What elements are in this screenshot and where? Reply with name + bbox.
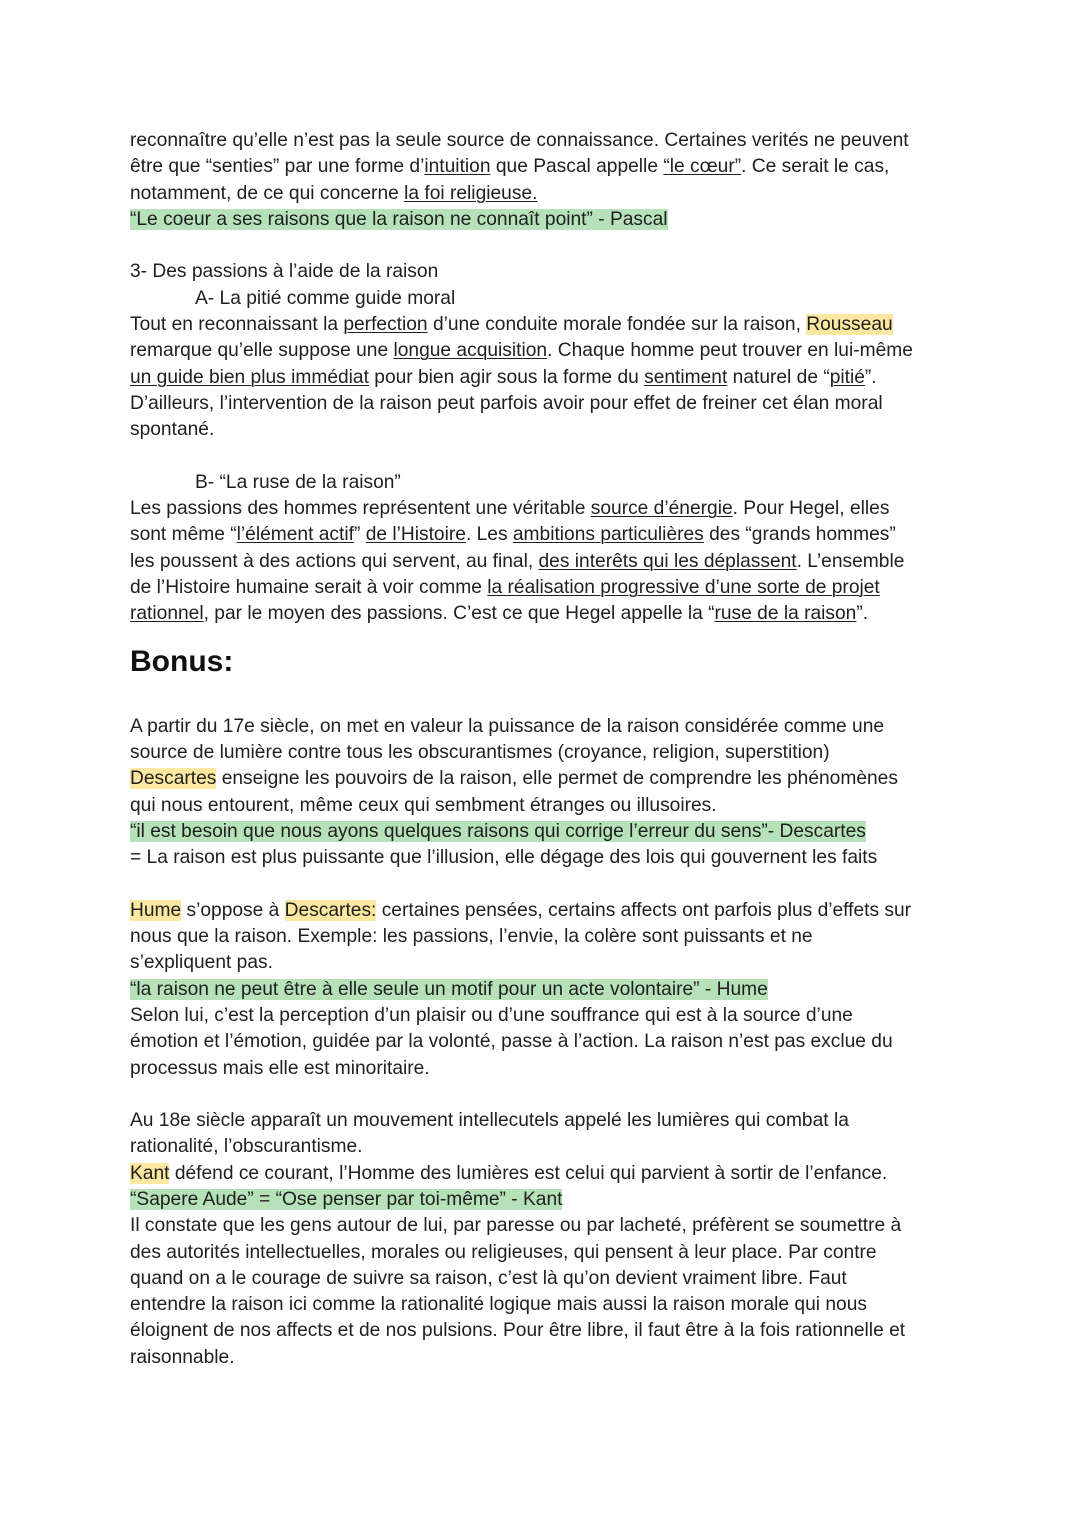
underlined-term: la foi religieuse. bbox=[404, 182, 538, 204]
text-line: Selon lui, c’est la perception d’un plaisir ou d’une souffrance qui est à la source d’une bbox=[130, 1004, 853, 1026]
text-line: des autorités intellectuelles, morales ou religieuses, qui pensent à leur place. Par contre bbox=[130, 1241, 877, 1263]
text-line: les poussent à des actions qui servent, au final, des interêts qui les déplassent. L’ensemble bbox=[130, 550, 905, 572]
underlined-term: l’élément actif bbox=[236, 524, 354, 546]
underlined-term: la réalisation progressive d’une sorte de projet bbox=[487, 577, 880, 599]
text-line: notamment, de ce qui concerne la foi religieuse. bbox=[130, 182, 538, 204]
highlighted-name: Rousseau bbox=[806, 314, 893, 336]
underlined-term: un guide bien plus immédiat bbox=[130, 366, 369, 388]
highlighted-name: Hume bbox=[130, 899, 182, 921]
text-line: raisonnable. bbox=[130, 1346, 235, 1368]
underlined-term: ruse de la raison bbox=[714, 603, 857, 625]
bonus-heading: Bonus: bbox=[130, 644, 234, 678]
section-title: 3- Des passions à l’aide de la raison bbox=[130, 261, 439, 283]
text-line: quand on a le courage de suivre sa raison, c’est là qu’on devient vraiment libre. Faut bbox=[130, 1267, 847, 1289]
text-line: Kant défend ce courant, l’Homme des lumières est celui qui parvient à sortir de l’enfance. bbox=[130, 1162, 888, 1184]
text-line: A partir du 17e siècle, on met en valeur la puissance de la raison considérée comme une bbox=[130, 715, 885, 737]
subsection-title-b: B- “La ruse de la raison” bbox=[195, 471, 401, 493]
underlined-term: source d’énergie bbox=[590, 498, 733, 520]
quote-hume: “la raison ne peut être à elle seule un motif pour un acte volontaire” - Hume bbox=[130, 978, 768, 1000]
underlined-term: longue acquisition bbox=[393, 340, 548, 362]
text-line: = La raison est plus puissante que l’illusion, elle dégage des lois qui gouvernent les faits bbox=[130, 847, 878, 869]
text-line: processus mais elle est minoritaire. bbox=[130, 1057, 430, 1079]
text-line: de l’Histoire humaine serait à voir comme la réalisation progressive d’une sorte de projet bbox=[130, 577, 880, 599]
highlighted-name: Kant bbox=[130, 1162, 170, 1184]
quote-pascal: “Le coeur a ses raisons que la raison ne connaît point” - Pascal bbox=[130, 208, 668, 230]
text-line: Les passions des hommes représentent une véritable source d’énergie. Pour Hegel, elles bbox=[130, 498, 890, 520]
underlined-term: ambitions particulières bbox=[512, 524, 704, 546]
text-line: reconnaître qu’elle n’est pas la seule source de connaissance. Certaines verités ne peuvent bbox=[130, 130, 909, 151]
text-line: Descartes enseigne les pouvoirs de la raison, elle permet de comprendre les phénomènes bbox=[130, 768, 898, 790]
underlined-term: perfection bbox=[343, 314, 428, 336]
underlined-term: rationnel bbox=[130, 603, 204, 625]
text-line: source de lumière contre tous les obscurantismes (croyance, religion, superstition) bbox=[130, 741, 830, 763]
text-line: s’expliquent pas. bbox=[130, 952, 273, 974]
text-line: Hume s’oppose à Descartes: certaines pensées, certains affects ont parfois plus d’effets sur bbox=[130, 899, 912, 921]
text-line: rationnel, par le moyen des passions. C’est ce que Hegel appelle la “ruse de la raison”. bbox=[130, 603, 869, 625]
text-line: remarque qu’elle suppose une longue acquisition. Chaque homme peut trouver en lui-même bbox=[130, 340, 913, 362]
text-line: rationalité, l’obscurantisme. bbox=[130, 1136, 363, 1158]
highlighted-name: Descartes bbox=[130, 768, 217, 790]
underlined-term: “le cœur” bbox=[663, 156, 742, 178]
subsection-title-a: A- La pitié comme guide moral bbox=[195, 287, 456, 309]
text-line: nous que la raison. Exemple: les passions, l’envie, la colère sont puissants et ne bbox=[130, 926, 813, 948]
underlined-term: pitié bbox=[829, 366, 865, 388]
text-line: qui nous entourent, même ceux qui sembment étranges ou illusoires. bbox=[130, 794, 717, 816]
text-line: Il constate que les gens autour de lui, par paresse ou par lacheté, préfèrent se soumettre à bbox=[130, 1215, 902, 1237]
highlighted-name: Descartes: bbox=[284, 899, 377, 921]
text-line: sont même “l’élément actif” de l’Histoire. Les ambitions particulières des “grands hommes” bbox=[130, 524, 896, 546]
text-line: être que “senties” par une forme d’intuition que Pascal appelle “le cœur”. Ce serait le cas, bbox=[130, 156, 890, 178]
text-line: D’ailleurs, l’intervention de la raison peut parfois avoir pour effet de freiner cet élan moral bbox=[130, 392, 883, 414]
text-line: spontané. bbox=[130, 419, 215, 441]
underlined-term: intuition bbox=[424, 156, 491, 178]
underlined-term: sentiment bbox=[644, 366, 728, 388]
text-line: entendre la raison ici comme la rationalité logique mais aussi la raison morale qui nous bbox=[130, 1294, 867, 1316]
quote-descartes: “il est besoin que nous ayons quelques raisons qui corrige l’erreur du sens”- Descartes bbox=[130, 820, 866, 842]
document-body bbox=[130, 128, 960, 1371]
underlined-term: des interêts qui les déplassent bbox=[538, 550, 797, 572]
text-line: Tout en reconnaissant la perfection d’une conduite morale fondée sur la raison, Rousseau bbox=[130, 314, 893, 336]
text-line: un guide bien plus immédiat pour bien agir sous la forme du sentiment naturel de “pitié”. bbox=[130, 366, 877, 388]
text-line: émotion et l’émotion, guidée par la volonté, passe à l’action. La raison n’est pas exclue du bbox=[130, 1031, 893, 1053]
text-line: Au 18e siècle apparaît un mouvement intellecutels appelé les lumières qui combat la bbox=[130, 1110, 849, 1132]
quote-kant: “Sapere Aude” = “Ose penser par toi-même” - Kant bbox=[130, 1188, 563, 1210]
text-line: éloignent de nos affects et de nos pulsions. Pour être libre, il faut être à la fois rationnelle et bbox=[130, 1320, 906, 1342]
underlined-term: de l’Histoire bbox=[365, 524, 466, 546]
